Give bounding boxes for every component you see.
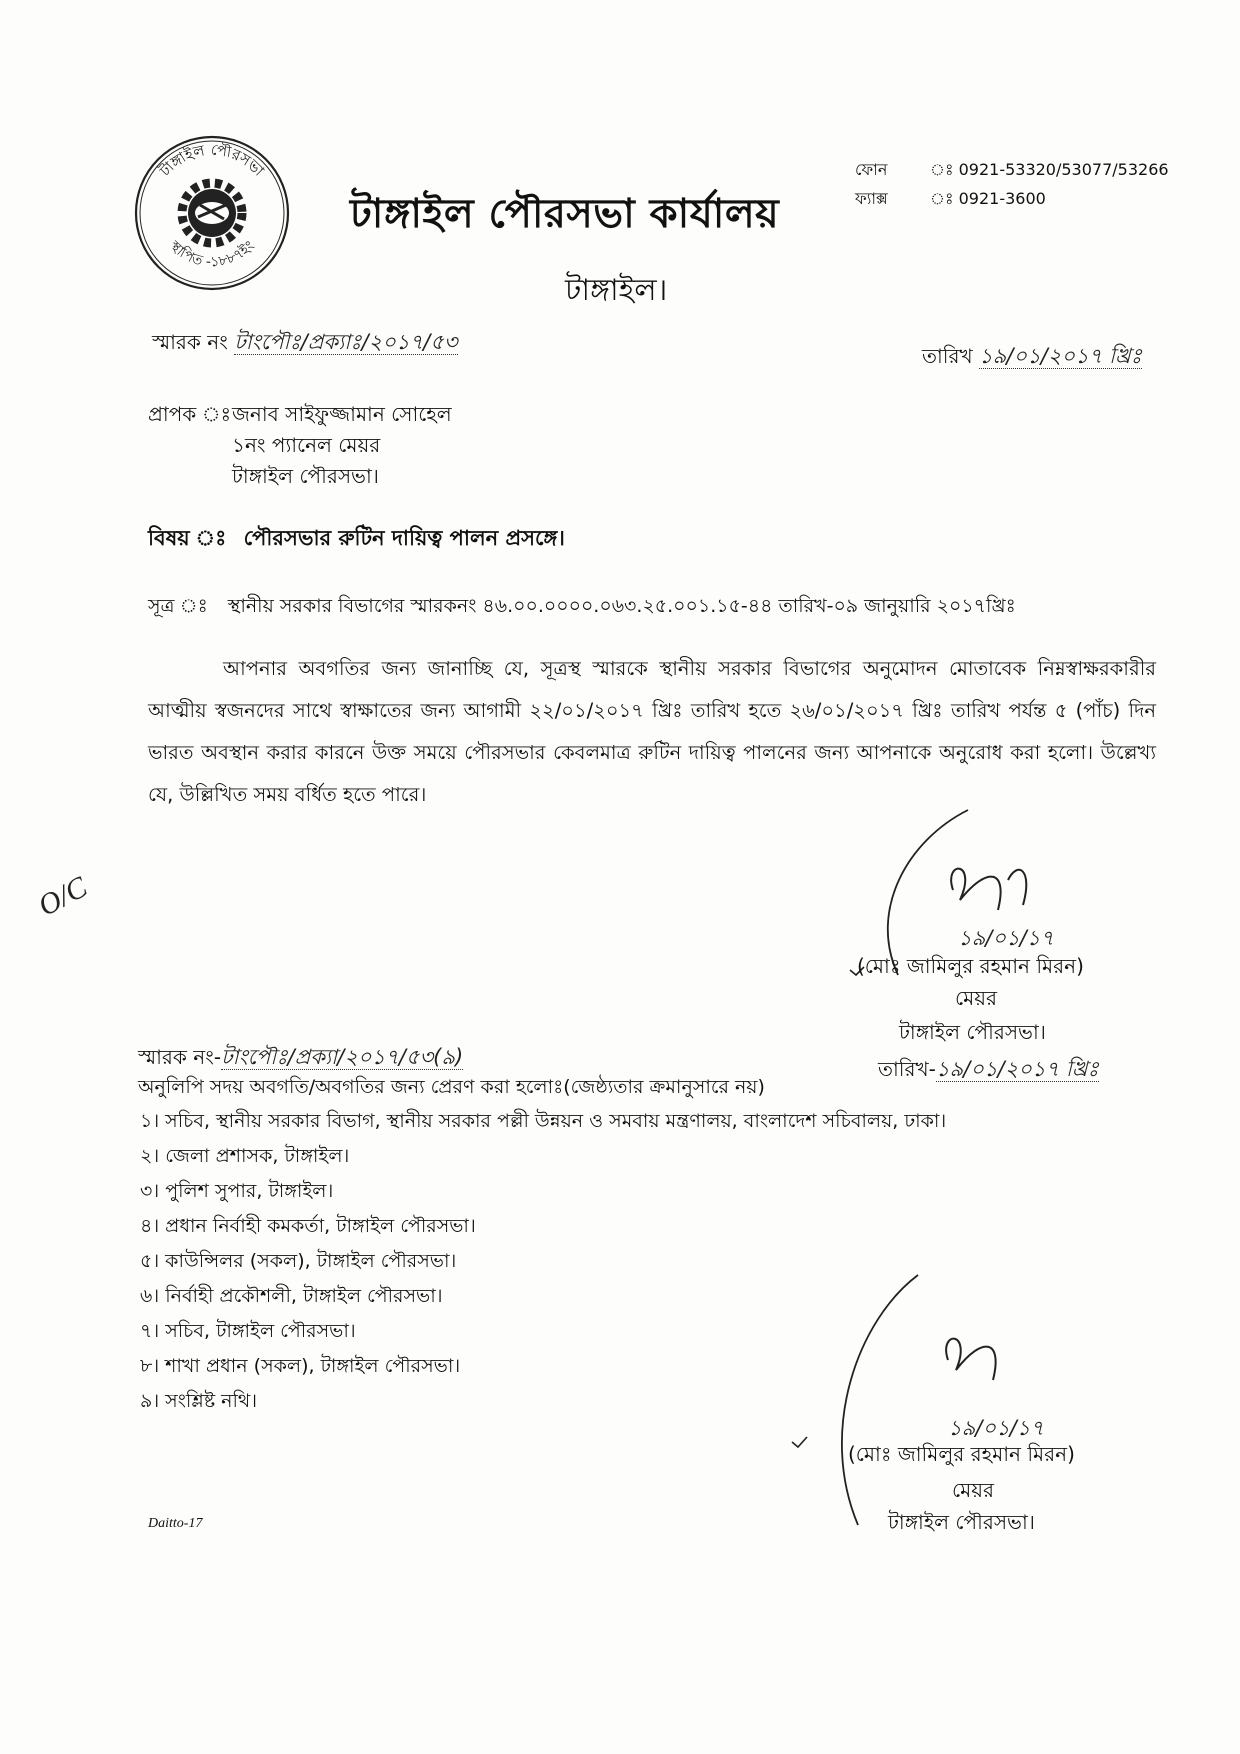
list-item: ২। জেলা প্রশাসক, টাঙ্গাইল। xyxy=(140,1145,350,1167)
gear-icon xyxy=(182,183,242,243)
list-item: ৯। সংশ্লিষ্ট নথি। xyxy=(140,1390,258,1412)
recipient-org: টাঙ্গাইল পৌরসভা। xyxy=(232,464,379,488)
signature2-title: মেয়র xyxy=(952,1478,995,1502)
recipient-lines xyxy=(232,399,452,492)
office-location: টাঙ্গাইল। xyxy=(565,273,668,308)
signature1-name: (মোঃ জামিলুর রহমান মিরন) xyxy=(857,954,1084,978)
subject-text: পৌরসভার রুটিন দায়িত্ব পালন প্রসঙ্গে। xyxy=(243,526,565,550)
body-paragraph: আপনার অবগতির জন্য জানাচ্ছি যে, সূত্রস্থ স্মারকে স্থানীয় সরকার বিভাগের অনুমোদন মোতাবেক নিম্নস্বাক্ষরকারীর আত্মীয় স্বজনদের সাথে স্বাক্ষাতের জন্য আগামী ২২/০১/২০১৭ খ্রিঃ তারিখ হতে ২৬/০১/২০১৭ খ্রিঃ তারিখ পর্যন্ত ৫ (পাঁচ) দিন ভারত অবস্থান করার কারনে উক্ত সময়ে পৌরসভার কেবলমাত্র রুটিন দায়িত্ব পালনের জন্য আপনাকে অনুরোধ করা হলো। উল্লেখ্য যে, উল্লিখিত সময় বর্ধিত হতে পারে। xyxy=(148,657,1156,806)
copy-ref xyxy=(138,1041,463,1076)
copy-date xyxy=(878,1053,1099,1088)
copy-ref-label: স্মারক নং- xyxy=(138,1045,222,1069)
subject-line xyxy=(148,522,565,557)
footer-code: Daitto-17 xyxy=(148,1516,203,1531)
recipient-position: ১নং প্যানেল মেয়র xyxy=(232,433,381,457)
signature2-org: টাঙ্গাইল পৌরসভা। xyxy=(888,1510,1035,1534)
recipient-label: প্রাপক ঃ xyxy=(148,402,232,426)
memo-ref-label: স্মারক নং xyxy=(152,330,228,354)
municipality-seal xyxy=(132,133,292,293)
recipient-name: জনাব সাইফুজ্জামান সোহেল xyxy=(232,402,452,426)
signature1-org: টাঙ্গাইল পৌরসভা। xyxy=(899,1020,1046,1044)
list-item: ১। সচিব, স্থানীয় সরকার বিভাগ, স্থানীয় সরকার পল্লী উন্নয়ন ও সমবায় মন্ত্রণালয়, বাংলাদেশ সচিবালয়, ঢাকা। xyxy=(140,1110,947,1132)
source-label: সূত্র ঃ xyxy=(148,595,208,617)
seal-top-text: টাঙ্গাইল পৌরসভা xyxy=(156,140,268,180)
subject-label: বিষয় ঃ xyxy=(148,526,227,550)
office-title: টাঙ্গাইল পৌরসভা কার্যালয় xyxy=(350,191,780,237)
fax-label: ফ্যাক্স xyxy=(855,189,888,208)
list-item: ৮। শাখা প্রধান (সকল), টাঙ্গাইল পৌরসভা। xyxy=(140,1355,461,1377)
copy-ref-value: টাংপৌঃ/প্রক্যা/২০১৭/৫৩(৯) xyxy=(221,1045,464,1069)
seal-bottom-text: স্থাপিত -১৮৮৭ইং xyxy=(166,238,258,271)
memo-date-value: ১৯/০১/২০১৭ খ্রিঃ xyxy=(979,344,1142,368)
source-text: স্থানীয় সরকার বিভাগের স্মারকনং ৪৬.০০.০০০০.০৬৩.২৫.০০১.১৫-৪৪ তারিখ-০৯ জানুয়ারি ২০১৭খ্রিঃ xyxy=(227,595,1016,617)
phone-value: ঃ 0921-53320/53077/53266 xyxy=(930,160,1169,179)
memo-ref-value: টাংপৌঃ/প্রক্যাঃ/২০১৭/৫৩ xyxy=(234,330,458,354)
signature1-title: মেয়র xyxy=(955,986,998,1010)
phone-row xyxy=(855,155,1169,184)
memo-date-label: তারিখ xyxy=(922,344,973,368)
signature2-name: (মোঃ জামিলুর রহমান মিরন) xyxy=(848,1442,1075,1466)
recipient-block xyxy=(148,399,231,429)
copy-date-value: ১৯/০১/২০১৭ খ্রিঃ xyxy=(935,1057,1099,1081)
margin-note: O/C xyxy=(32,870,93,923)
list-item: ৪। প্রধান নির্বাহী কমকর্তা, টাঙ্গাইল পৌরসভা। xyxy=(140,1215,476,1237)
copy-intro: অনুলিপি সদয় অবগতি/অবগতির জন্য প্রেরণ করা হলোঃ(জেষ্ঠ্যতার ক্রমানুসারে নয়) xyxy=(138,1076,765,1098)
memo-date xyxy=(922,340,1142,375)
copy-date-label: তারিখ- xyxy=(878,1057,936,1081)
source-line xyxy=(148,592,1016,624)
memo-ref xyxy=(152,326,458,361)
phone-label: ফোন xyxy=(855,160,888,179)
list-item: ৬। নির্বাহী প্রকৌশলী, টাঙ্গাইল পৌরসভা। xyxy=(140,1285,443,1307)
fax-row xyxy=(855,184,1169,213)
list-item: ৫। কাউন্সিলর (সকল), টাঙ্গাইল পৌরসভা। xyxy=(140,1250,457,1272)
signature1-date: ১৯/০১/১৭ xyxy=(958,926,1054,950)
signature-scribble xyxy=(788,1270,1038,1530)
contact-block xyxy=(855,155,1169,213)
fax-value: ঃ 0921-3600 xyxy=(930,189,1046,208)
list-item: ৩। পুলিশ সুপার, টাঙ্গাইল। xyxy=(140,1180,334,1202)
list-item: ৭। সচিব, টাঙ্গাইল পৌরসভা। xyxy=(140,1320,356,1342)
signature2-date: ১৯/০১/১৭ xyxy=(948,1416,1044,1440)
